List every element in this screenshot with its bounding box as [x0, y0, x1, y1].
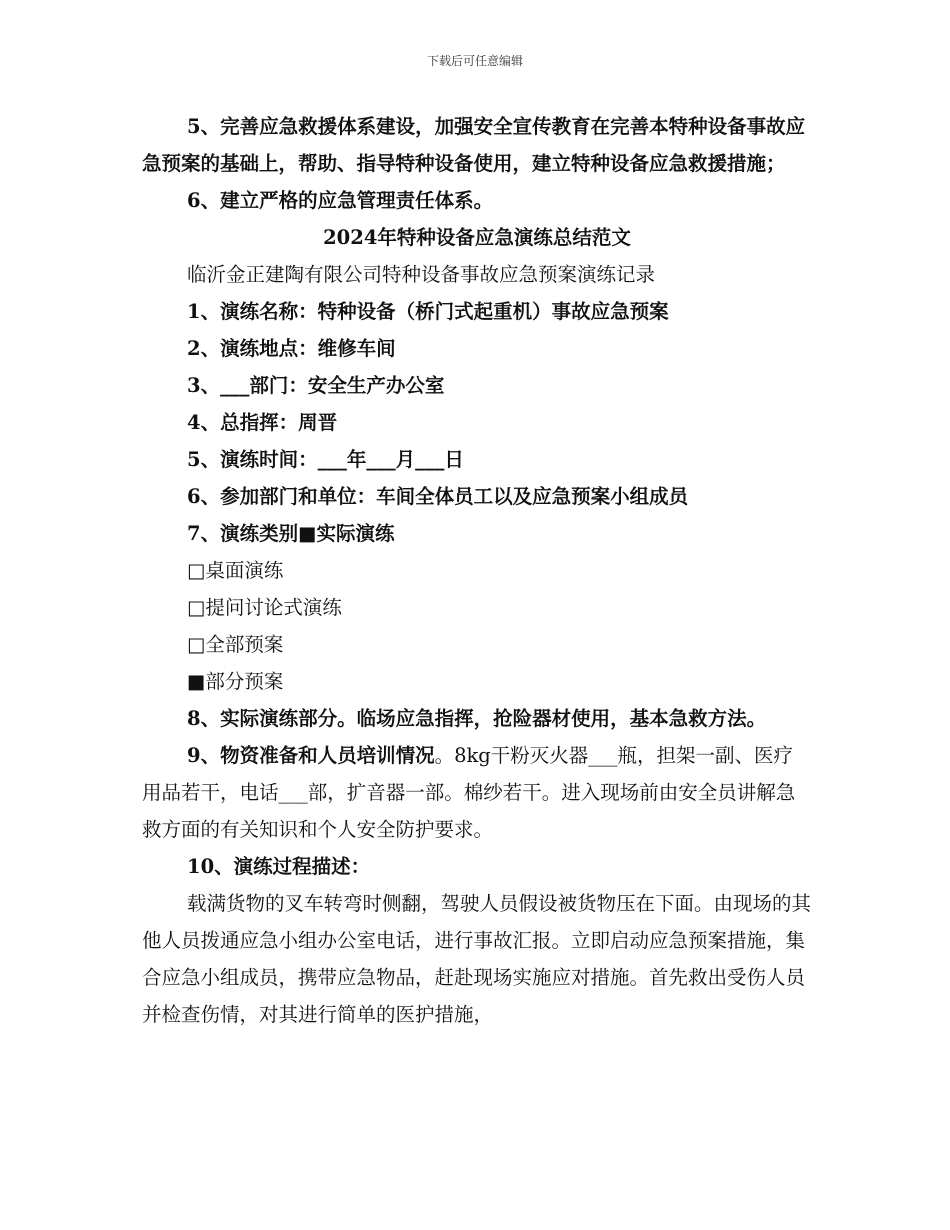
- intro-item-6: 6、建立严格的应急管理责任体系。: [187, 189, 494, 212]
- item-materials-label: 9、物资准备和人员培训情况: [187, 744, 435, 767]
- intro-item-5: 5、完善应急救援体系建设，加强安全宣传教育在完善本特种设备事故应急预案的基础上，帮助、指导特种设备使用，建立特种设备应急救援措施；: [142, 115, 806, 175]
- item-drill-time: 5、演练时间：___年___月___日: [187, 448, 464, 471]
- document-body: [142, 108, 812, 1033]
- checkbox-option-full-plan: □全部预案: [187, 633, 284, 656]
- checkbox-option-discussion: □提问讨论式演练: [187, 596, 342, 619]
- item-commander: 4、总指挥：周晋: [187, 411, 338, 434]
- item-materials-training: [142, 737, 812, 848]
- item-materials-text: 。8kg干粉灭火器___瓶，担架一副、医疗用品若干，电话___部，扩音器一部。棉纱若干。进入现场前由安全员讲解急救方面的有关知识和个人安全防护要求。: [142, 744, 796, 841]
- item-process-heading: 10、演练过程描述：: [187, 855, 371, 878]
- document-title: 2024年特种设备应急演练总结范文: [323, 226, 631, 249]
- item-participants: 6、参加部门和单位：车间全体员工以及应急预案小组成员: [187, 485, 689, 508]
- checkbox-option-desktop: □桌面演练: [187, 559, 284, 582]
- item-department: 3、___部门：安全生产办公室: [187, 374, 445, 397]
- item-drill-location: 2、演练地点：维修车间: [187, 337, 396, 360]
- page-header: 下载后可任意编辑: [426, 54, 523, 68]
- checkbox-option-partial-plan: ■部分预案: [187, 670, 284, 693]
- company-line: 临沂金正建陶有限公司特种设备事故应急预案演练记录: [187, 263, 656, 286]
- item-drill-category: 7、演练类别■实际演练: [187, 522, 395, 545]
- item-actual-drill: 8、实际演练部分。临场应急指挥，抢险器材使用，基本急救方法。: [187, 707, 767, 730]
- process-paragraph: 载满货物的叉车转弯时侧翻，驾驶人员假设被货物压在下面。由现场的其他人员拨通应急小组办公室电话，进行事故汇报。立即启动应急预案措施，集合应急小组成员，携带应急物品，赶赴现场实施应对措施。首先救出受伤人员并检查伤情，对其进行简单的医护措施，: [142, 892, 812, 1026]
- item-drill-name: 1、演练名称：特种设备（桥门式起重机）事故应急预案: [187, 300, 669, 323]
